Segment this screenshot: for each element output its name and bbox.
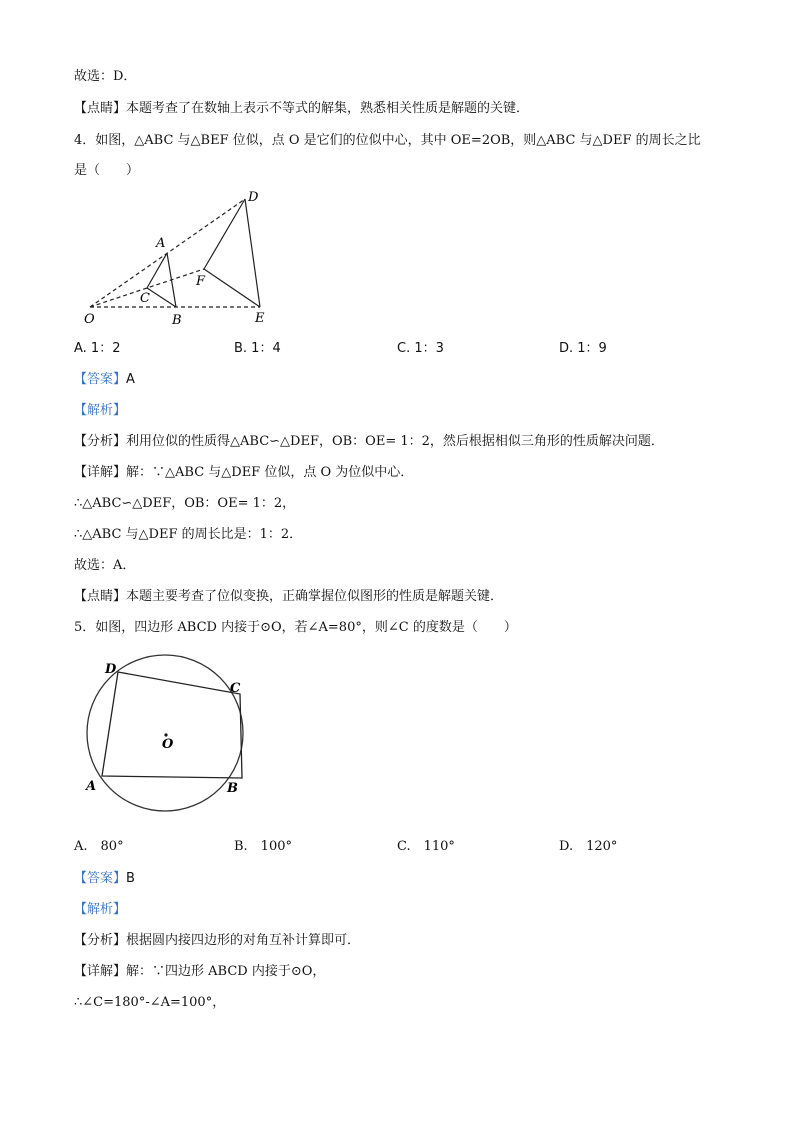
q4-label-F: F: [196, 274, 206, 289]
q4-seg-CB: [147, 288, 176, 307]
q4-option-a: A. 1：2: [74, 341, 121, 356]
q4-option-d: D. 1：9: [559, 341, 607, 356]
q4-xiangjie-line: 【详解】解：∵△ABC 与△DEF 位似，点 O 为位似中心．: [74, 465, 414, 480]
q5-option-c: C. 110°: [397, 839, 455, 854]
q5-step2-line: ∴∠C=180°-∠A=100°，: [74, 995, 226, 1010]
q4-step2-line: ∴△ABC∽△DEF，OB：OE= 1：2，: [74, 496, 296, 511]
q5-fenxi-line: 【分析】根据圆内接四边形的对角互补计算即可．: [74, 933, 361, 948]
q5-answer-line: 【答案】B: [74, 871, 135, 886]
q5-option-d: D. 120°: [559, 839, 618, 854]
q5-option-a: A. 80°: [74, 839, 124, 854]
q5-label-D: D: [105, 662, 117, 677]
q5-stem-line: 5．如图，四边形 ABCD 内接于⊙O，若∠A=80°，则∠C 的度数是（ ）: [74, 620, 517, 635]
q5-option-b: B. 100°: [234, 839, 292, 854]
q4-label-O: O: [84, 312, 95, 327]
q4-seg-FE: [204, 269, 260, 307]
q4-seg-DE: [245, 199, 260, 307]
q4-choose-line: 故选：A．: [74, 558, 136, 573]
q5-quadrilateral: [102, 672, 242, 778]
q4-seg-DF: [204, 199, 245, 269]
q4-stem-line1: 4．如图，△ABC 与△BEF 位似，点 O 是它们的位似中心，其中 OE=2OB，则△ABC 与△DEF 的周长之比: [74, 133, 701, 148]
q4-analysis-heading: 【解析】: [74, 403, 127, 418]
q4-label-B: B: [172, 313, 182, 328]
q5-figure: [80, 652, 260, 812]
q5-label-O: O: [162, 737, 174, 752]
prev-answer-line: 故选：D．: [74, 69, 137, 84]
q5-label-A: A: [86, 779, 97, 794]
q4-label-C: C: [140, 291, 150, 306]
q4-step3-line: ∴△ABC 与△DEF 的周长比是：1：2．: [74, 527, 303, 542]
q5-label-C: C: [230, 681, 241, 696]
q4-figure: [80, 185, 280, 330]
q4-option-c: C. 1：3: [397, 341, 444, 356]
q4-label-A: A: [156, 236, 166, 251]
q5-circle: [87, 655, 243, 811]
q4-answer-line: 【答案】A: [74, 372, 135, 387]
q4-fenxi-line: 【分析】利用位似的性质得△ABC∽△DEF，OB：OE= 1：2，然后根据相似三角形的性质解决问题．: [74, 434, 664, 449]
prev-dianjing-line: 【点睛】本题考查了在数轴上表示不等式的解集，熟悉相关性质是解题的关键．: [74, 101, 530, 116]
q4-label-E: E: [255, 311, 265, 326]
q4-label-D: D: [248, 190, 259, 205]
q5-analysis-heading: 【解析】: [74, 902, 127, 917]
q4-stem-line2: 是（ ）: [74, 163, 140, 178]
q4-seg-AB: [167, 253, 176, 307]
q5-label-B: B: [227, 781, 238, 796]
q4-dianjing-line: 【点睛】本题主要考查了位似变换，正确掌握位似图形的性质是解题关键．: [74, 589, 504, 604]
q4-option-b: B. 1：4: [234, 341, 281, 356]
q5-xiangjie-line: 【详解】解：∵四边形 ABCD 内接于⊙O，: [74, 964, 326, 979]
